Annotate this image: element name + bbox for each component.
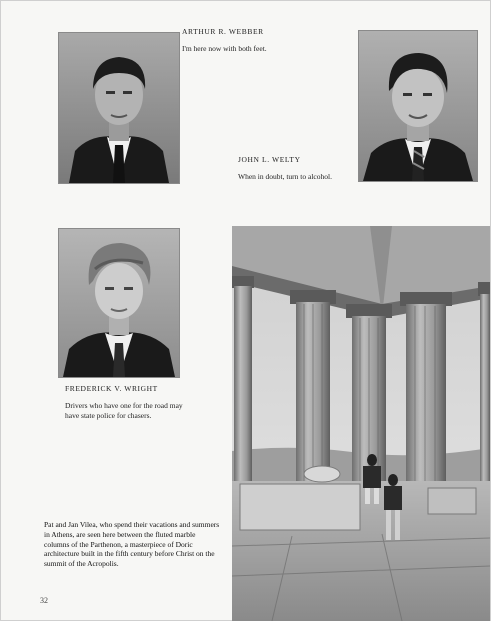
senior-name: ARTHUR R. WEBBER xyxy=(182,27,264,36)
portrait-photo-welty xyxy=(358,30,478,182)
senior-quote: I'm here now with both feet. xyxy=(182,44,267,53)
senior-quote: When in doubt, turn to alcohol. xyxy=(238,172,332,181)
portrait-image xyxy=(59,229,179,377)
parthenon-image xyxy=(232,226,490,621)
portrait-image xyxy=(359,31,477,181)
page-number: 32 xyxy=(40,596,48,605)
portrait-image xyxy=(59,33,179,183)
senior-name: FREDERICK V. WRIGHT xyxy=(65,384,158,393)
senior-name: JOHN L. WELTY xyxy=(238,155,301,164)
senior-quote: Drivers who have one for the road may have state police for chasers. xyxy=(65,401,183,420)
feature-photo-caption: Pat and Jan Vilea, who spend their vacations and summers in Athens, are seen here between the fluted marble columns of the Parthenon, a masterpiece of Doric architecture built in the fifth century before Christ on the summit of the Acropolis. xyxy=(44,520,220,569)
portrait-photo-wright xyxy=(58,228,180,378)
portrait-photo-webber xyxy=(58,32,180,184)
parthenon-photo xyxy=(232,226,490,621)
